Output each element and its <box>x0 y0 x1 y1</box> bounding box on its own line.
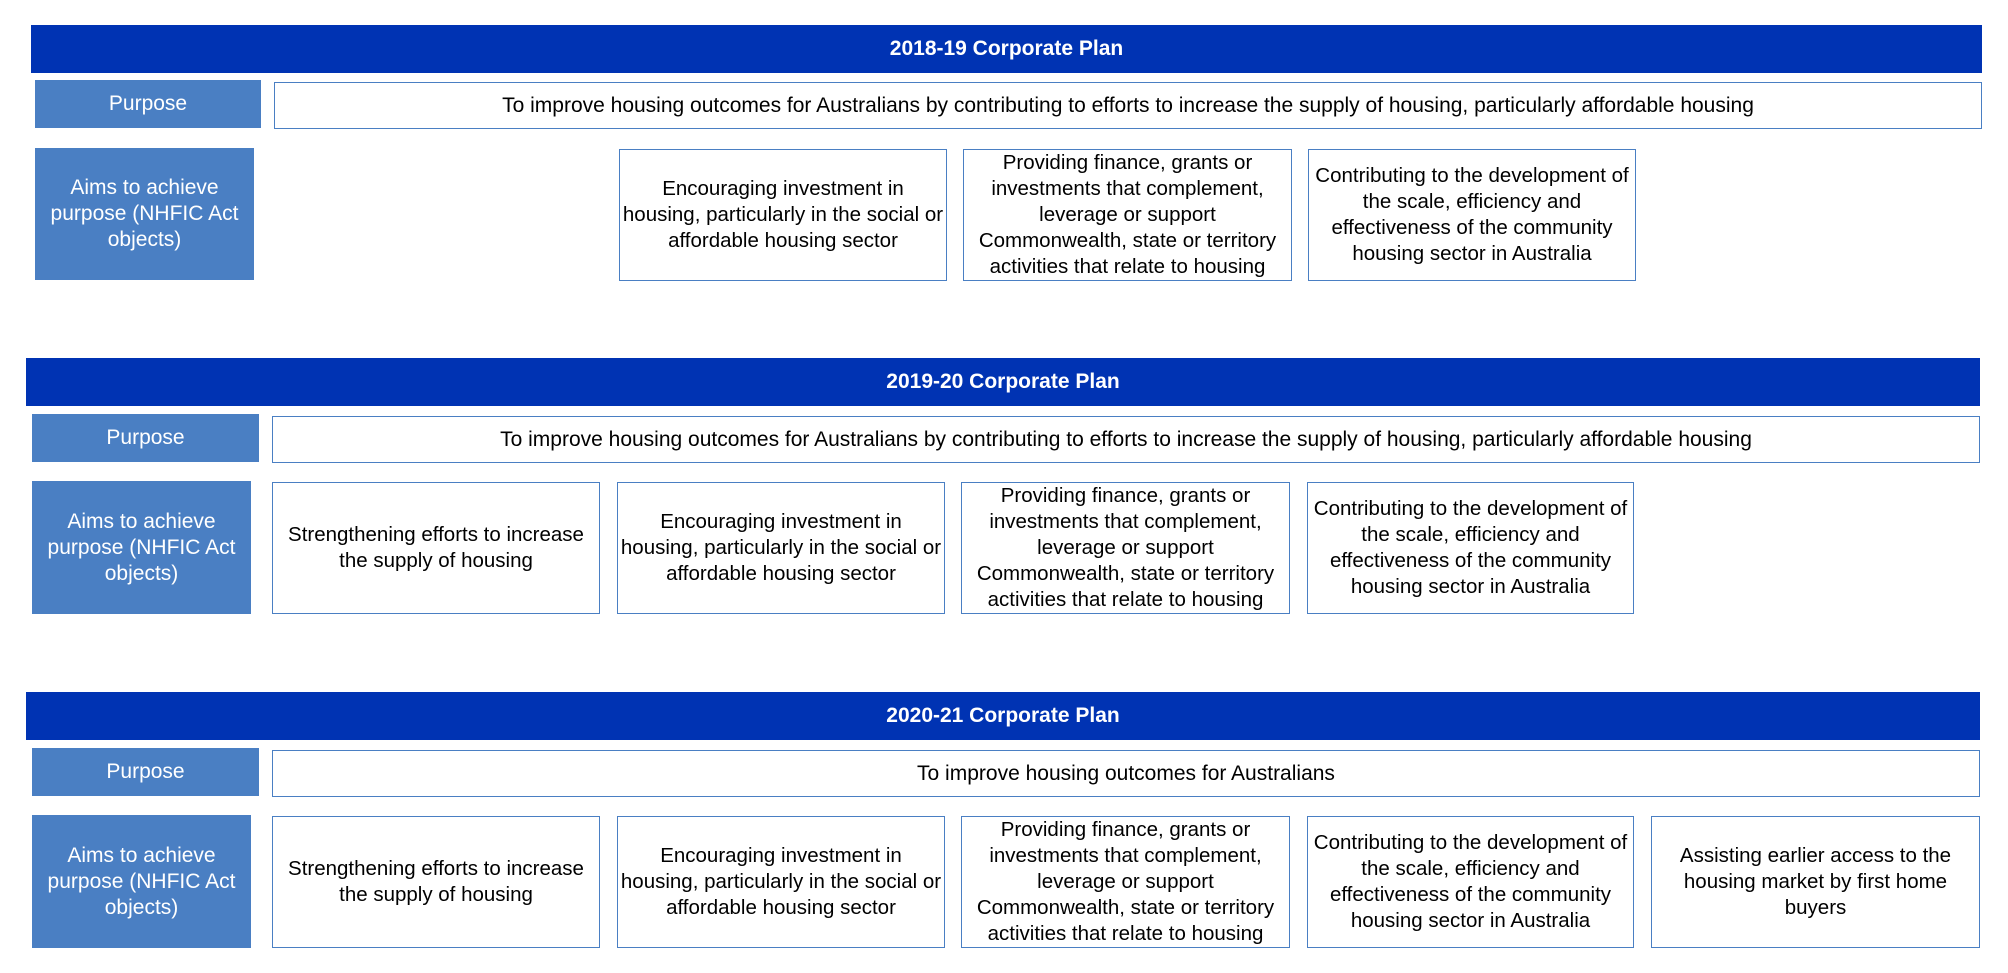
plan-title: 2018-19 Corporate Plan <box>31 25 1982 73</box>
aim-box: Providing finance, grants or investments that complement, leverage or support Commonwealth, state or territory activities that relate to housing <box>961 482 1290 614</box>
aim-box: Contributing to the development of the scale, efficiency and effectiveness of the community housing sector in Australia <box>1307 816 1634 948</box>
plan-title: 2019-20 Corporate Plan <box>26 358 1980 406</box>
aim-box: Encouraging investment in housing, particularly in the social or affordable housing sector <box>617 816 945 948</box>
purpose-label: Purpose <box>35 80 261 128</box>
aim-box: Strengthening efforts to increase the supply of housing <box>272 816 600 948</box>
aims-label: Aims to achieve purpose (NHFIC Act objects) <box>32 481 251 614</box>
purpose-text: To improve housing outcomes for Australians <box>272 750 1980 797</box>
aims-label: Aims to achieve purpose (NHFIC Act objects) <box>35 148 254 280</box>
aim-box: Encouraging investment in housing, particularly in the social or affordable housing sector <box>619 149 947 281</box>
aim-box: Providing finance, grants or investments that complement, leverage or support Commonwealth, state or territory activities that relate to housing <box>963 149 1292 281</box>
purpose-text: To improve housing outcomes for Australians by contributing to efforts to increase the supply of housing, particularly affordable housing <box>272 416 1980 463</box>
aim-box: Encouraging investment in housing, particularly in the social or affordable housing sector <box>617 482 945 614</box>
aim-box: Strengthening efforts to increase the supply of housing <box>272 482 600 614</box>
aim-box: Contributing to the development of the scale, efficiency and effectiveness of the community housing sector in Australia <box>1308 149 1636 281</box>
purpose-label: Purpose <box>32 414 259 462</box>
aim-box: Providing finance, grants or investments that complement, leverage or support Commonwealth, state or territory activities that relate to housing <box>961 816 1290 948</box>
aim-box: Assisting earlier access to the housing market by first home buyers <box>1651 816 1980 948</box>
plan-title: 2020-21 Corporate Plan <box>26 692 1980 740</box>
aim-box: Contributing to the development of the scale, efficiency and effectiveness of the community housing sector in Australia <box>1307 482 1634 614</box>
aims-label: Aims to achieve purpose (NHFIC Act objects) <box>32 815 251 948</box>
purpose-label: Purpose <box>32 748 259 796</box>
purpose-text: To improve housing outcomes for Australians by contributing to efforts to increase the supply of housing, particularly affordable housing <box>274 82 1982 129</box>
